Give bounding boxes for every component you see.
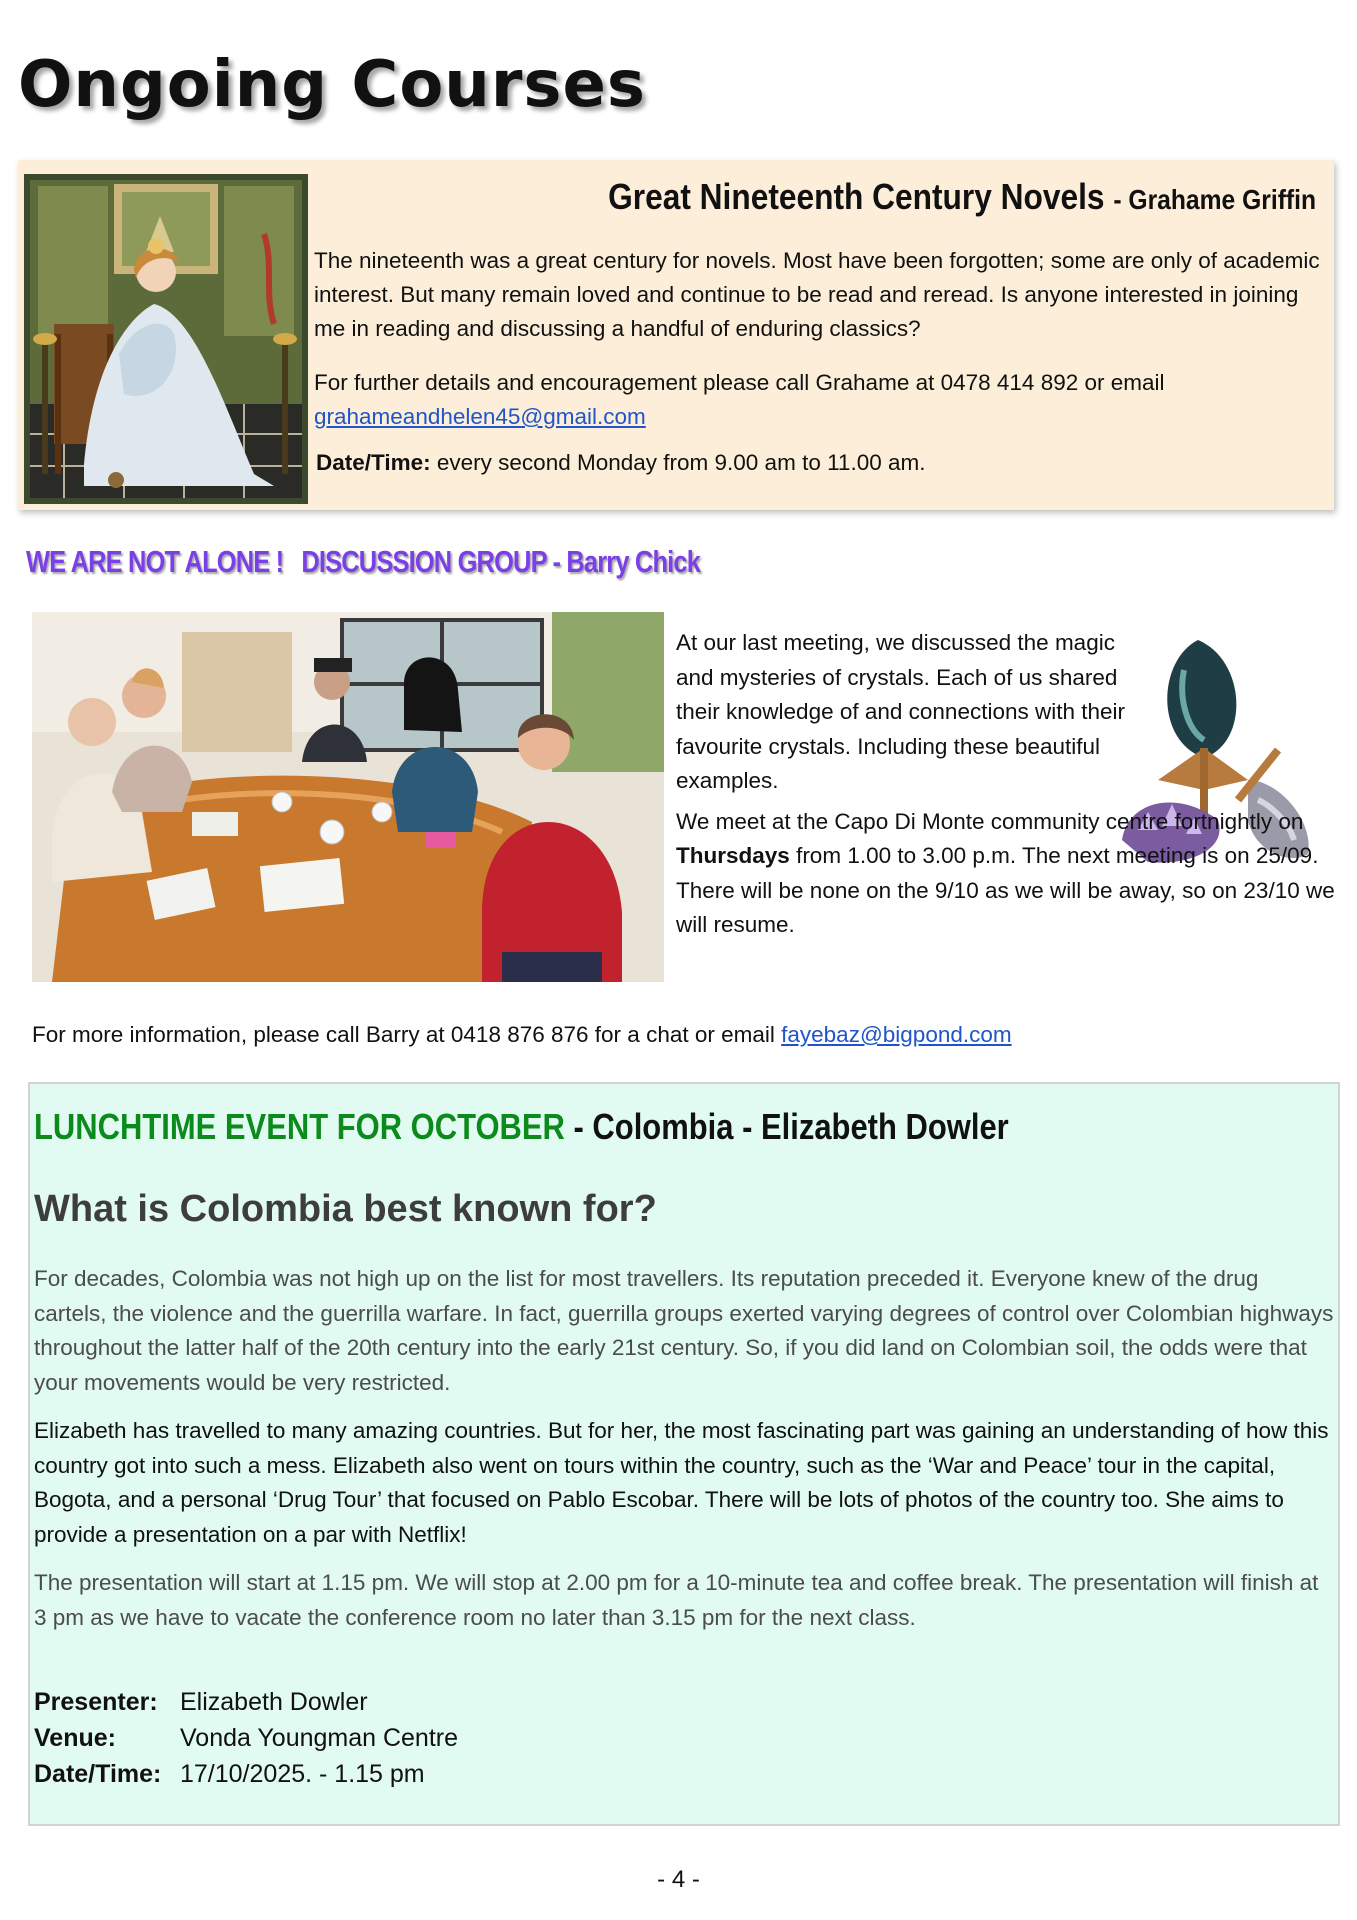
detail-label: Date/Time: — [34, 1760, 162, 1788]
lunchtime-event-detail-presenter — [34, 1684, 458, 1720]
discussion-group-paragraph1: At our last meeting, we discussed the magic and mysteries of crystals. Each of us shared their knowledge of and connections with their favourite crystals. Including these beautiful examples. — [676, 630, 1126, 793]
course-novels-body — [314, 244, 1324, 454]
discussion-group-paragraph2-end: from 1.00 to 3.00 p.m. The next meeting is on 25/09. There will be none on the 9/10 as we will be away, so on 23/10 we will resume. — [676, 843, 1335, 937]
detail-value: 17/10/2025. - 1.15 pm — [180, 1760, 425, 1788]
lunchtime-event-paragraph3: The presentation will start at 1.15 pm. We will stop at 2.00 pm for a 10-minute tea and coffee break. The presentation will finish at 3 pm as we have to vacate the conference room no later than 3.15 pm for the next class. — [34, 1570, 1319, 1630]
course-novels-datetime — [316, 450, 925, 476]
page-number: - 4 - — [657, 1866, 700, 1893]
course-novels-presenter: - Grahame Griffin — [1113, 184, 1316, 215]
lunchtime-event-title — [34, 1106, 1009, 1148]
detail-label: Presenter: — [34, 1688, 158, 1716]
lunchtime-event-question: What is Colombia best known for? — [34, 1188, 657, 1230]
discussion-group-more-info-text: For more information, please call Barry at 0418 876 876 for a chat or email — [32, 1022, 775, 1047]
detail-label: Venue: — [34, 1724, 116, 1752]
lunchtime-event-title-green: LUNCHTIME EVENT FOR OCTOBER — [34, 1106, 565, 1147]
discussion-group-day: Thursdays — [676, 843, 790, 868]
discussion-group-email-link[interactable]: fayebaz@bigpond.com — [781, 1022, 1012, 1047]
lunchtime-event-detail-venue — [34, 1720, 458, 1756]
page-title: Ongoing Courses — [18, 48, 646, 122]
lunchtime-event-body — [34, 1262, 1334, 1649]
course-novels-contact-text: For further details and encouragement please call Grahame at 0478 414 892 or email — [314, 370, 1165, 395]
course-novels-contact — [314, 366, 1324, 434]
discussion-group-title-part1: WE ARE NOT ALONE ! — [26, 544, 284, 579]
detail-value: Elizabeth Dowler — [180, 1688, 368, 1716]
discussion-group-paragraph2 — [676, 805, 1336, 943]
discussion-group-title — [26, 544, 700, 580]
victorian-painting-image — [24, 174, 308, 504]
lunchtime-event-details — [34, 1684, 458, 1792]
course-novels-panel — [18, 160, 1334, 510]
lunchtime-event-detail-datetime — [34, 1756, 458, 1792]
course-novels-date-label: Date/Time: — [316, 450, 431, 475]
detail-value: Vonda Youngman Centre — [180, 1724, 459, 1752]
lunchtime-event-title-rest: - Colombia - Elizabeth Dowler — [564, 1106, 1009, 1147]
course-novels-email-link[interactable]: grahameandhelen45@gmail.com — [314, 404, 646, 429]
lunchtime-event-panel — [28, 1082, 1340, 1826]
course-novels-title — [464, 176, 1316, 218]
discussion-group-photo — [32, 612, 664, 982]
course-novels-date-value: every second Monday from 9.00 am to 11.00 am. — [436, 450, 926, 475]
discussion-group-body — [676, 626, 1336, 949]
lunchtime-event-paragraph2: Elizabeth has travelled to many amazing countries. But for her, the most fascinating part was gaining an understanding of how this country got into such a mess. Elizabeth also went on tours within the country, such as the ‘War and Peace’ tour in the capital, Bogota, and a personal ‘Drug Tour’ that focused on Pablo Escobar. There will be lots of photos of the country too. She aims to provide a presentation on a par with Netflix! — [34, 1418, 1329, 1547]
discussion-group-title-part2: DISCUSSION GROUP - Barry Chick — [301, 544, 701, 579]
course-novels-description: The nineteenth was a great century for novels. Most have been forgotten; some are only of academic interest. But many remain loved and continue to be read and reread. Is anyone interested in joining me in reading and discussing a handful of enduring classics? — [314, 248, 1320, 341]
lunchtime-event-paragraph1: For decades, Colombia was not high up on the list for most travellers. Its reputation preceded it. Everyone knew of the drug cartels, the violence and the guerrilla warfare. In fact, guerrilla groups exerted varying degrees of control over Colombian highways throughout the latter half of the 20th century into the early 21st century. So, if you did land on Colombian soil, the odds were that your movements would be very restricted. — [34, 1266, 1334, 1395]
course-novels-title-text: Great Nineteenth Century Novels — [608, 176, 1105, 217]
discussion-group-paragraph2-start: We meet at the Capo Di Monte community centre fortnightly on — [676, 808, 1304, 834]
discussion-group-more-info — [32, 1022, 1012, 1048]
